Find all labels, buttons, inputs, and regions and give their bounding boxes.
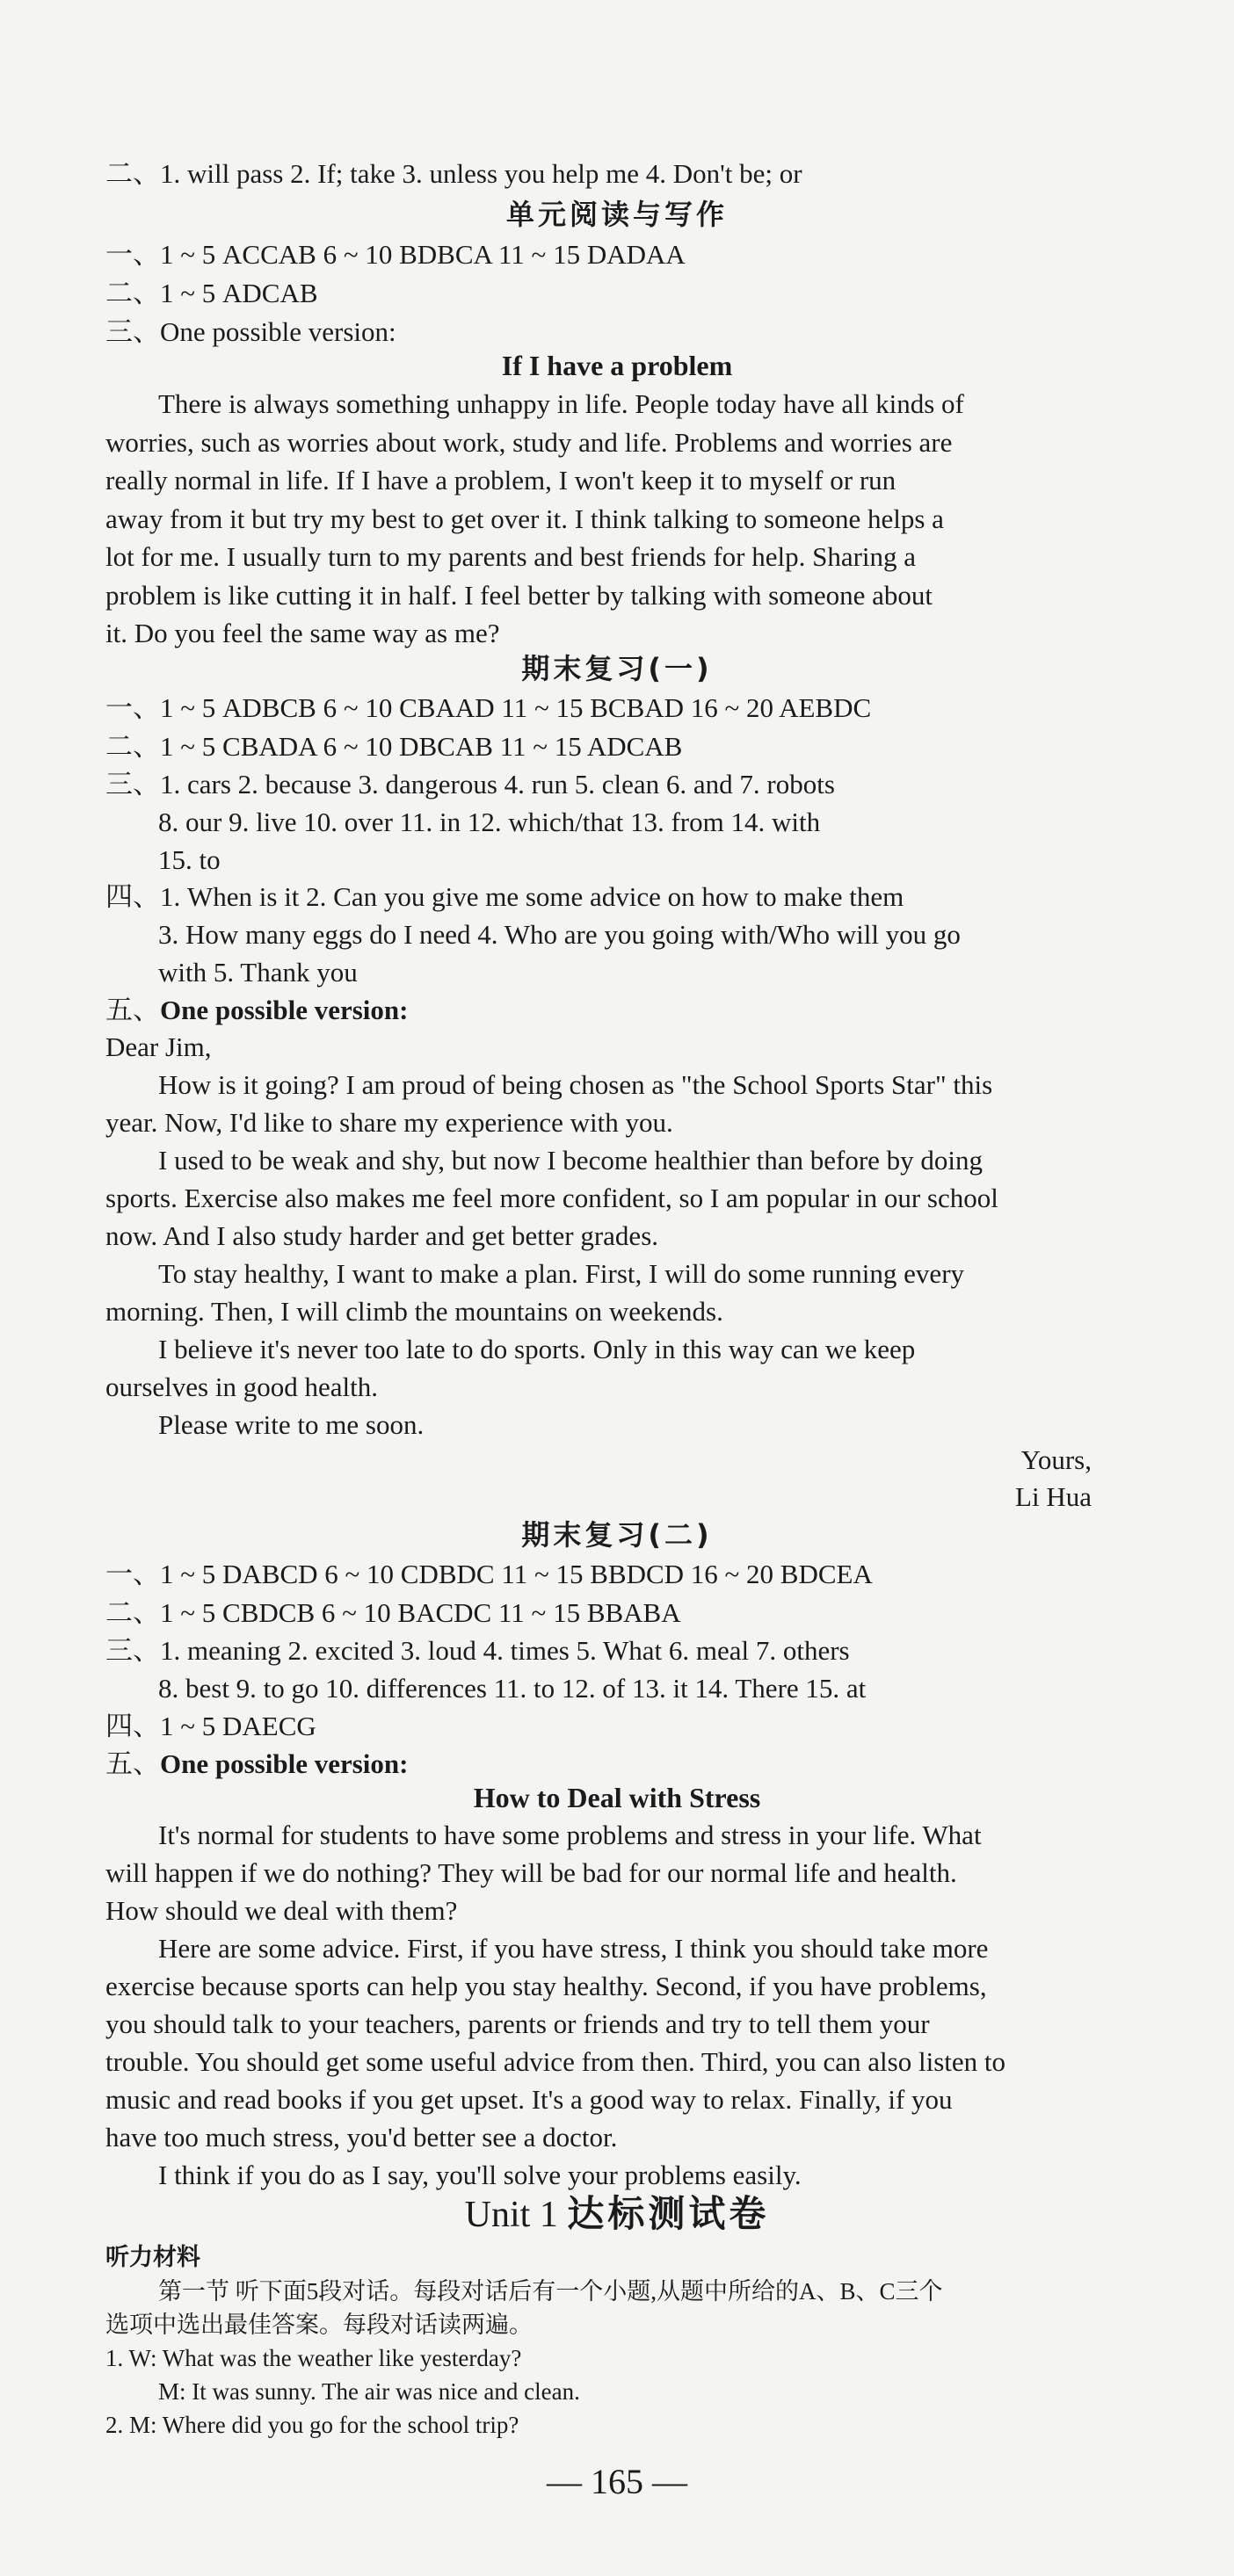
instruction-line: 选项中选出最佳答案。每段对话读两遍。: [105, 2312, 533, 2338]
answer-line: 三、One possible version:: [105, 316, 396, 347]
answer-line: 一、1 ~ 5 DABCD 6 ~ 10 CDBDC 11 ~ 15 BBDCD 16 ~ 20 BDCEA: [105, 1559, 873, 1589]
essay-line: music and read books if you get upset. It's a good way to relax. Finally, if you: [105, 2084, 953, 2115]
answer-line: 一、1 ~ 5 ADBCB 6 ~ 10 CBAAD 11 ~ 15 BCBAD 16 ~ 20 AEBDC: [105, 692, 872, 723]
answer-line: 8. our 9. live 10. over 11. in 12. which/that 13. from 14. with: [158, 807, 821, 837]
letter-line: I believe it's never too late to do sports. Only in this way can we keep: [158, 1334, 916, 1364]
dialogue-line: 2. M: Where did you go for the school trip?: [105, 2412, 519, 2438]
answer-line: 8. best 9. to go 10. differences 11. to 12. of 13. it 14. There 15. at: [158, 1673, 867, 1704]
letter-signature: Li Hua: [1015, 1481, 1092, 1512]
letter-closing: Yours,: [1020, 1444, 1092, 1475]
letter-line: To stay healthy, I want to make a plan. First, I will do some running every: [158, 1258, 965, 1289]
dialogue-line: 1. W: What was the weather like yesterday?: [105, 2345, 522, 2371]
essay-line: lot for me. I usually turn to my parents and best friends for help. Sharing a: [105, 541, 917, 572]
essay-line: There is always something unhappy in life. People today have all kinds of: [158, 388, 964, 419]
letter-line: How is it going? I am proud of being chosen as "the School Sports Star" this: [158, 1069, 993, 1100]
essay-line: How should we deal with them?: [105, 1895, 458, 1926]
answer-line: 15. to: [158, 844, 221, 875]
letter-line: Please write to me soon.: [158, 1409, 425, 1440]
answer-line: 二、1 ~ 5 ADCAB: [105, 278, 318, 308]
answer-line: 一、1 ~ 5 ACCAB 6 ~ 10 BDBCA 11 ~ 15 DADAA: [105, 239, 686, 270]
essay-title: How to Deal with Stress: [473, 1782, 761, 1813]
essay-line: Here are some advice. First, if you have stress, I think you should take more: [158, 1933, 989, 1964]
essay-line: It's normal for students to have some problems and stress in your life. What: [158, 1820, 982, 1850]
essay-line: I think if you do as I say, you'll solve your problems easily.: [158, 2160, 802, 2190]
letter-line: ourselves in good health.: [105, 1371, 378, 1402]
page-number: — 165 —: [547, 2462, 687, 2501]
letter-line: I used to be weak and shy, but now I become healthier than before by doing: [158, 1145, 984, 1176]
letter-line: year. Now, I'd like to share my experience with you.: [105, 1107, 673, 1138]
essay-line: have too much stress, you'd better see a doctor.: [105, 2122, 618, 2153]
answer-line: 三、1. meaning 2. excited 3. loud 4. times 5. What 6. meal 7. others: [105, 1635, 850, 1666]
essay-line: really normal in life. If I have a problem, I won't keep it to myself or run: [105, 465, 896, 496]
instruction-line: 第一节 听下面5段对话。每段对话后有一个小题,从题中所给的A、B、C三个: [158, 2278, 943, 2305]
essay-line: problem is like cutting it in half. I feel better by talking with someone about: [105, 580, 933, 611]
answer-line: 3. How many eggs do I need 4. Who are you going with/Who will you go: [158, 919, 961, 950]
essay-line: exercise because sports can help you stay healthy. Second, if you have problems,: [105, 1971, 987, 2001]
listening-heading: 听力材料: [105, 2244, 200, 2271]
letter-line: sports. Exercise also makes me feel more confident, so I am popular in our school: [105, 1183, 998, 1213]
dialogue-line: M: It was sunny. The air was nice and clean.: [158, 2378, 580, 2405]
answer-line: 三、1. cars 2. because 3. dangerous 4. run 5. clean 6. and 7. robots: [105, 769, 835, 800]
answer-line: 二、1. will pass 2. If; take 3. unless you help me 4. Don't be; or: [105, 158, 802, 189]
answer-line: 五、One possible version:: [105, 1748, 409, 1779]
essay-line: trouble. You should get some useful advice from then. Third, you can also listen to: [105, 2046, 1005, 2077]
answer-line: with 5. Thank you: [158, 957, 358, 988]
answer-line: 四、1 ~ 5 DAECG: [105, 1711, 316, 1741]
essay-line: worries, such as worries about work, study and life. Problems and worries are: [105, 427, 953, 458]
essay-line: away from it but try my best to get over it. I think talking to someone helps a: [105, 503, 944, 534]
letter-line: now. And I also study harder and get better grades.: [105, 1220, 659, 1251]
essay-line: it. Do you feel the same way as me?: [105, 618, 500, 648]
answer-line: 五、One possible version:: [105, 995, 409, 1025]
answer-line: 四、1. When is it 2. Can you give me some advice on how to make them: [105, 881, 904, 912]
essay-title: If I have a problem: [501, 350, 733, 381]
letter-greeting: Dear Jim,: [105, 1031, 212, 1062]
essay-line: you should talk to your teachers, parents or friends and try to tell them your: [105, 2008, 930, 2039]
section-heading: 期末复习(二): [521, 1518, 713, 1552]
unit-title: Unit 1 达标测试卷: [464, 2192, 770, 2235]
answer-line: 二、1 ~ 5 CBDCB 6 ~ 10 BACDC 11 ~ 15 BBABA: [105, 1597, 681, 1628]
essay-line: will happen if we do nothing? They will be bad for our normal life and health.: [105, 1857, 957, 1888]
section-heading: 期末复习(一): [521, 652, 713, 685]
section-heading: 单元阅读与写作: [505, 198, 728, 231]
answer-line: 二、1 ~ 5 CBADA 6 ~ 10 DBCAB 11 ~ 15 ADCAB: [105, 731, 683, 762]
letter-line: morning. Then, I will climb the mountains on weekends.: [105, 1296, 723, 1327]
